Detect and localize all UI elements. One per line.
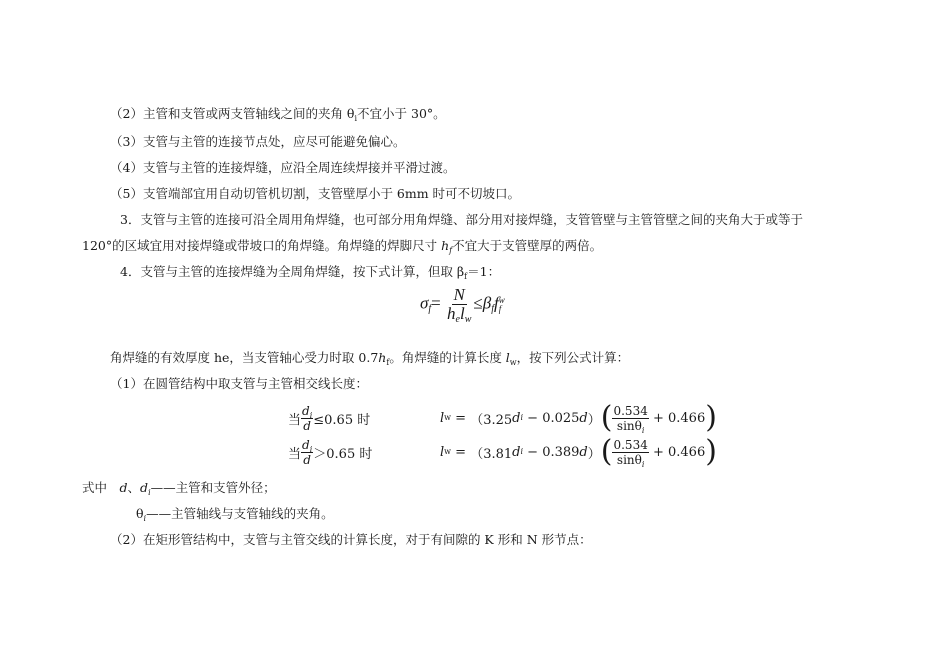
- hf-symbol: h: [441, 238, 450, 253]
- where-d: d: [119, 480, 128, 495]
- effective-thickness-line: [110, 350, 629, 366]
- row1-ratio-den: d: [303, 418, 311, 433]
- para-angle-text: （2）主管和支管或两支管轴线之间的夹角 θ: [110, 106, 355, 121]
- he-h-sub: f: [386, 358, 390, 367]
- row1-expr-d2: d: [579, 410, 588, 426]
- formula-row-2-expression: l w = （3.81 d i − 0.389 d ） ( $\frac{0.534}{\sin\theta_i}$ + 0.466 ): [440, 434, 717, 469]
- row2-expr: （3.81: [470, 446, 513, 462]
- beta-subscript: f: [464, 272, 468, 281]
- row1-when: 当: [288, 412, 302, 428]
- item3-line2: [82, 238, 602, 254]
- row2-sin-den: [616, 453, 646, 467]
- row2-ratio: [301, 438, 313, 467]
- main-weld-formula: [420, 286, 505, 323]
- he-l: l: [505, 350, 510, 365]
- den-l-sub: w: [464, 314, 472, 325]
- item4-line: [120, 264, 500, 280]
- item3-line2-text: 120°的区域宜用对接焊缝或带坡口的角焊缝。角焊缝的焊脚尺寸: [82, 238, 442, 253]
- row1-lw: l: [440, 410, 445, 426]
- he-l-sub: w: [509, 358, 517, 367]
- where-theta-sub: i: [143, 514, 147, 523]
- row1-expr-end: ）: [587, 412, 601, 428]
- row1-expr-d: d: [512, 410, 521, 426]
- item4-text: 4．支管与主管的连接焊缝为全周角焊缝，按下式计算，但取 β: [120, 264, 465, 279]
- row2-sin-theta: sinθ: [616, 452, 642, 467]
- he-text-a: 角焊缝的有效厚度 he，当支管轴心受力时取 0.7: [110, 350, 379, 365]
- row2-expr-mid: − 0.389: [523, 444, 580, 460]
- fraction-numerator: N: [453, 285, 465, 304]
- row1-plus: + 0.466: [648, 410, 706, 426]
- para-angle-tail: 不宜小于 30°。: [357, 106, 446, 121]
- equals-sign: =: [431, 293, 441, 313]
- f-superscript: w: [498, 294, 505, 305]
- row1-di: d: [302, 403, 310, 418]
- he-text-c: ，按下列公式计算：: [516, 350, 630, 365]
- para-cutting: （5）支管端部宜用自动切管机切割，支管壁厚小于 6mm 时可不切坡口。: [110, 186, 521, 201]
- theta-subscript: i: [354, 114, 358, 123]
- beta-symbol: β: [482, 293, 492, 313]
- where-angle: [136, 506, 334, 522]
- row1-sin-num: 0.534: [613, 403, 648, 418]
- row2-expr-d: d: [512, 444, 521, 460]
- row1-eq: =: [451, 410, 471, 426]
- row2-sin-num: 0.534: [613, 437, 648, 452]
- where-angle-desc: ——主管轴线与支管轴线的夹角。: [146, 506, 334, 521]
- round-tube-title: （1）在圆管结构中取支管与主管相交线长度：: [110, 376, 368, 391]
- where-di: d: [140, 480, 149, 495]
- row2-when: 当: [288, 446, 302, 462]
- item4-tail: ＝1：: [467, 264, 501, 279]
- row1-cond-op: ≤0.65 时: [313, 412, 371, 428]
- fraction-denominator: [445, 305, 473, 323]
- row1-sin-theta: sinθ: [616, 418, 642, 433]
- para-angle: [110, 106, 446, 122]
- row2-di-sub: i: [309, 444, 313, 454]
- where-sep: 、: [127, 480, 141, 495]
- den-h-sub: e: [455, 314, 460, 325]
- where-diameters: [82, 480, 276, 496]
- row1-sin-den: [616, 419, 646, 433]
- f-symbol: f: [493, 293, 499, 313]
- where-di-sub: i: [148, 488, 151, 497]
- formula-row-1-expression: l w = （3.25 d i − 0.025 d ） ( $\frac{0.534}{\sin\theta_i}$ + 0.466 ): [440, 400, 717, 435]
- row2-open-paren: (: [600, 434, 613, 469]
- row2-ratio-num: [301, 438, 313, 453]
- para-weld-continuous: （4）支管与主管的连接焊缝，应沿全周连续焊接并平滑过渡。: [110, 160, 456, 175]
- row2-eq: =: [451, 444, 471, 460]
- row1-open-paren: (: [600, 400, 613, 435]
- item3-line2-tail: 不宜大于支管壁厚的两倍。: [452, 238, 603, 253]
- row2-expr-d2: d: [579, 444, 588, 460]
- sigma-symbol: σ: [420, 293, 429, 313]
- rect-tube-title: （2）在矩形管结构中，支管与主管交线的计算长度，对于有间隙的 K 形和 N 形节点：: [110, 532, 592, 547]
- row1-ratio-num: [301, 404, 313, 419]
- row1-sin-theta-sub: i: [641, 425, 645, 435]
- row1-expr-mid: − 0.025: [523, 410, 580, 426]
- where-theta: θ: [136, 506, 144, 521]
- formula-row-2-condition: [288, 435, 372, 469]
- item3-line1: 3．支管与主管的连接可沿全周用角焊缝，也可部分用角焊缝、部分用对接焊缝，支管管壁与主管管壁之间的夹角大于或等于: [120, 212, 803, 227]
- f-scripts: [499, 296, 505, 314]
- le-sign: ≤: [473, 293, 483, 313]
- he-text-b: 。角焊缝的计算长度: [389, 350, 506, 365]
- den-h: h: [447, 304, 456, 323]
- formula-row-1-condition: [288, 401, 370, 435]
- row2-sin-theta-sub: i: [641, 459, 645, 469]
- row2-lw: l: [440, 444, 445, 460]
- row2-ratio-den: d: [303, 452, 311, 467]
- f-subscript: f: [498, 303, 502, 314]
- para-eccentric: （3）支管与主管的连接节点处，应尽可能避免偏心。: [110, 134, 406, 149]
- he-h: h: [378, 350, 387, 365]
- den-l: l: [459, 304, 465, 323]
- row2-cond-op: ＞0.65 时: [313, 446, 373, 462]
- row2-plus: + 0.466: [648, 444, 706, 460]
- row2-expr-end: ）: [587, 446, 601, 462]
- row1-expr: （3.25: [470, 412, 513, 428]
- hf-subscript: f: [449, 246, 453, 255]
- row1-di-sub: i: [309, 410, 313, 420]
- beta-f-subscript: f: [491, 303, 494, 315]
- sigma-subscript: f: [428, 303, 432, 315]
- where-label: 式中: [82, 480, 120, 495]
- row2-di: d: [302, 437, 310, 452]
- row2-close-paren: ): [705, 434, 717, 469]
- row1-close-paren: ): [705, 400, 717, 435]
- where-diam-desc: ——主管和支管外径；: [150, 480, 276, 495]
- row1-ratio: [301, 404, 313, 433]
- row2-sin-fraction: [612, 438, 648, 467]
- main-fraction: [445, 286, 473, 323]
- row1-sin-fraction: [612, 404, 648, 433]
